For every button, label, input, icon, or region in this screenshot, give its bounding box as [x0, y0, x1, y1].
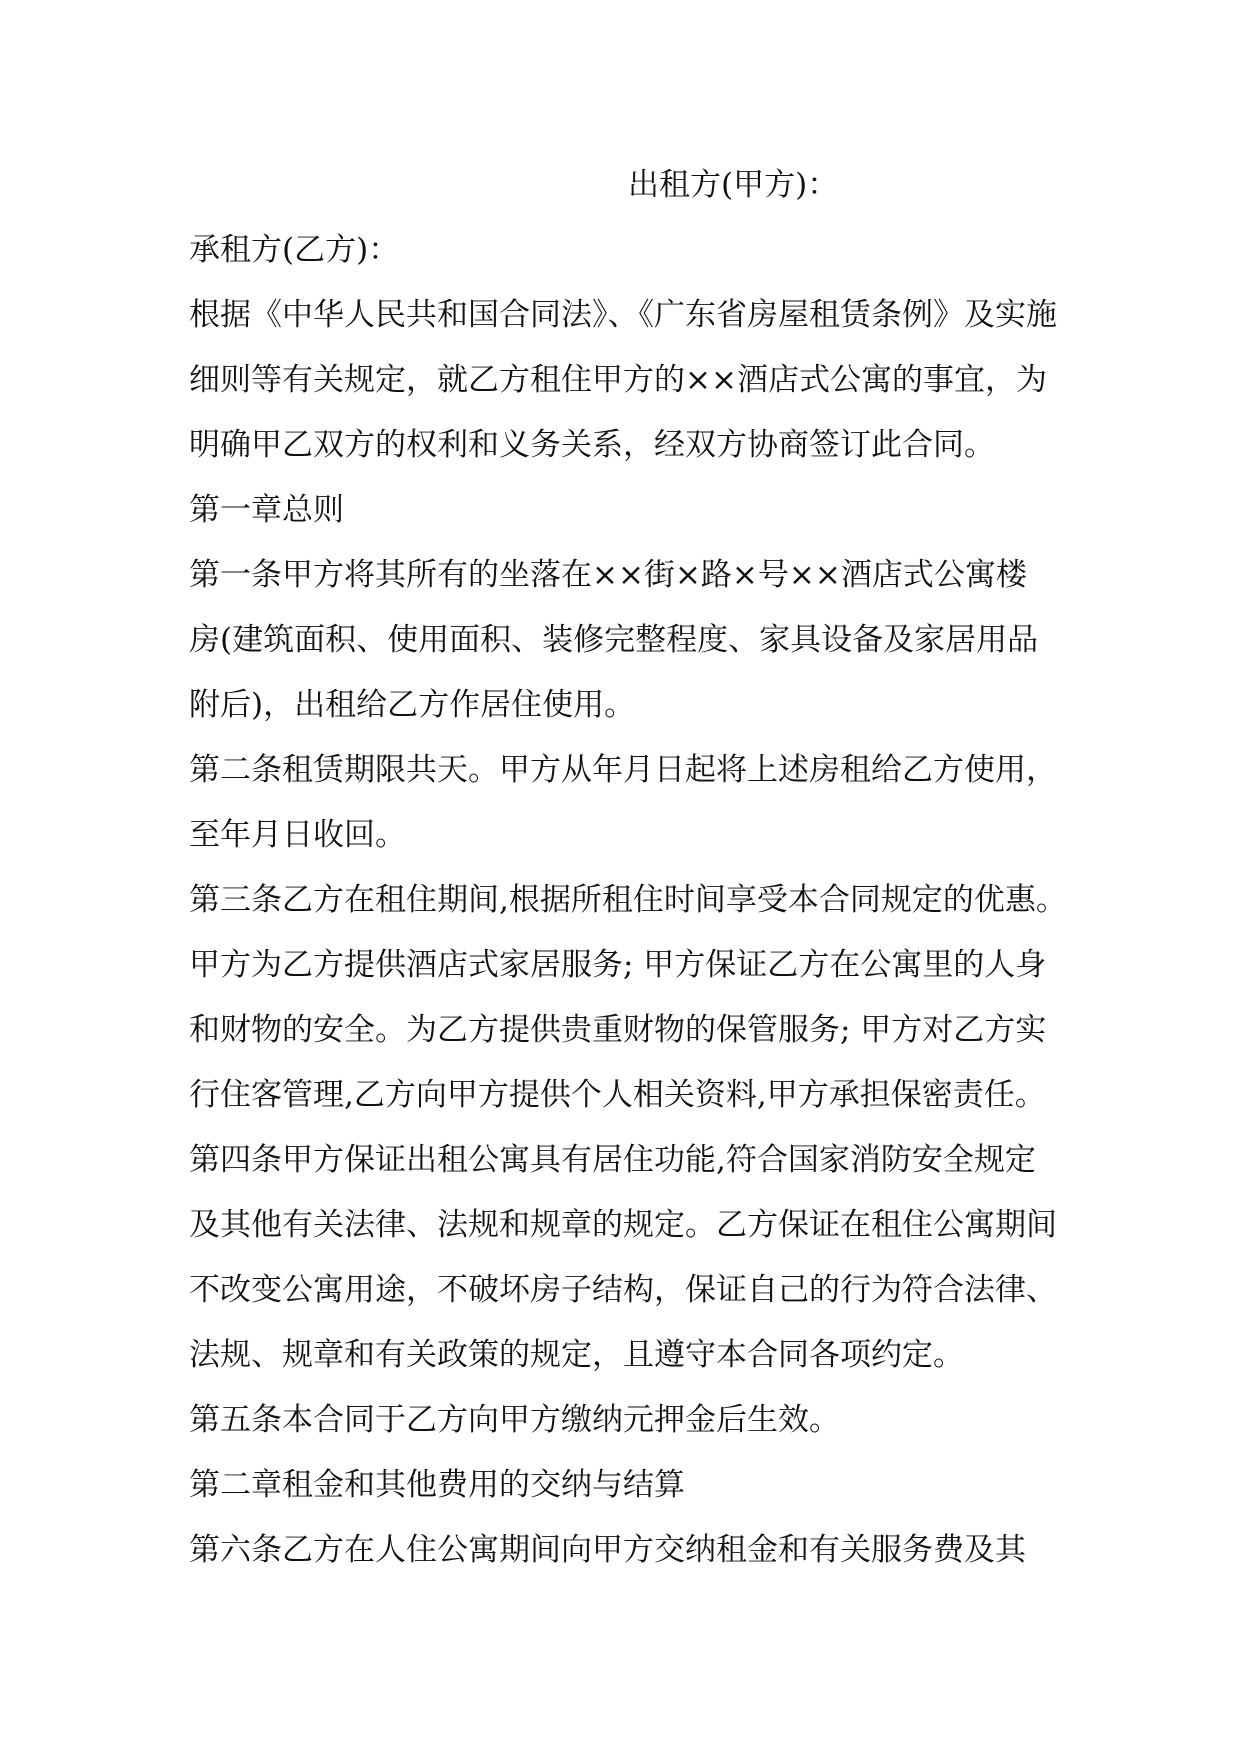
paragraph-line: 第四条甲方保证出租公寓具有居住功能,符合国家消防安全规定 [189, 1142, 1036, 1178]
paragraph-line: 甲方为乙方提供酒店式家居服务; 甲方保证乙方在公寓里的人身 [189, 947, 1047, 983]
paragraph-line: 第三条乙方在租住期间,根据所租住时间享受本合同规定的优惠。 [189, 882, 1067, 918]
paragraph-line: 房(建筑面积、使用面积、装修完整程度、家具设备及家居用品 [189, 622, 1039, 658]
paragraph-line: 不改变公寓用途，不破坏房子结构，保证自己的行为符合法律、 [189, 1272, 1057, 1308]
paragraph-line: 第一条甲方将其所有的坐落在××街×路×号××酒店式公寓楼 [189, 557, 1027, 593]
chapter-heading: 第一章总则 [189, 492, 344, 528]
paragraph-line: 细则等有关规定，就乙方租住甲方的××酒店式公寓的事宜，为 [189, 362, 1047, 398]
paragraph-line: 和财物的安全。为乙方提供贵重财物的保管服务; 甲方对乙方实 [189, 1012, 1047, 1048]
paragraph-line: 及其他有关法律、法规和规章的规定。乙方保证在租住公寓期间 [189, 1207, 1057, 1243]
paragraph-line: 法规、规章和有关政策的规定，且遵守本合同各项约定。 [189, 1337, 964, 1373]
paragraph-line: 根据《中华人民共和国合同法》、《广东省房屋租赁条例》及实施 [189, 297, 1057, 333]
paragraph-line: 行住客管理,乙方向甲方提供个人相关资料,甲方承担保密责任。 [189, 1077, 1046, 1113]
paragraph-line: 第六条乙方在人住公寓期间向甲方交纳租金和有关服务费及其 [189, 1532, 1026, 1568]
party-b-label: 承租方(乙方)： [189, 232, 400, 268]
paragraph-line: 至年月日收回。 [189, 817, 406, 853]
paragraph-line: 第五条本合同于乙方向甲方缴纳元押金后生效。 [189, 1402, 840, 1438]
paragraph-line: 附后)，出租给乙方作居住使用。 [189, 687, 636, 723]
chapter-heading: 第二章租金和其他费用的交纳与结算 [189, 1467, 685, 1503]
party-a-label: 出租方(甲方)： [628, 167, 839, 203]
paragraph-line: 明确甲乙双方的权利和义务关系，经双方协商签订此合同。 [189, 427, 995, 463]
paragraph-line: 第二条租赁期限共天。甲方从年月日起将上述房租给乙方使用， [189, 752, 1057, 788]
